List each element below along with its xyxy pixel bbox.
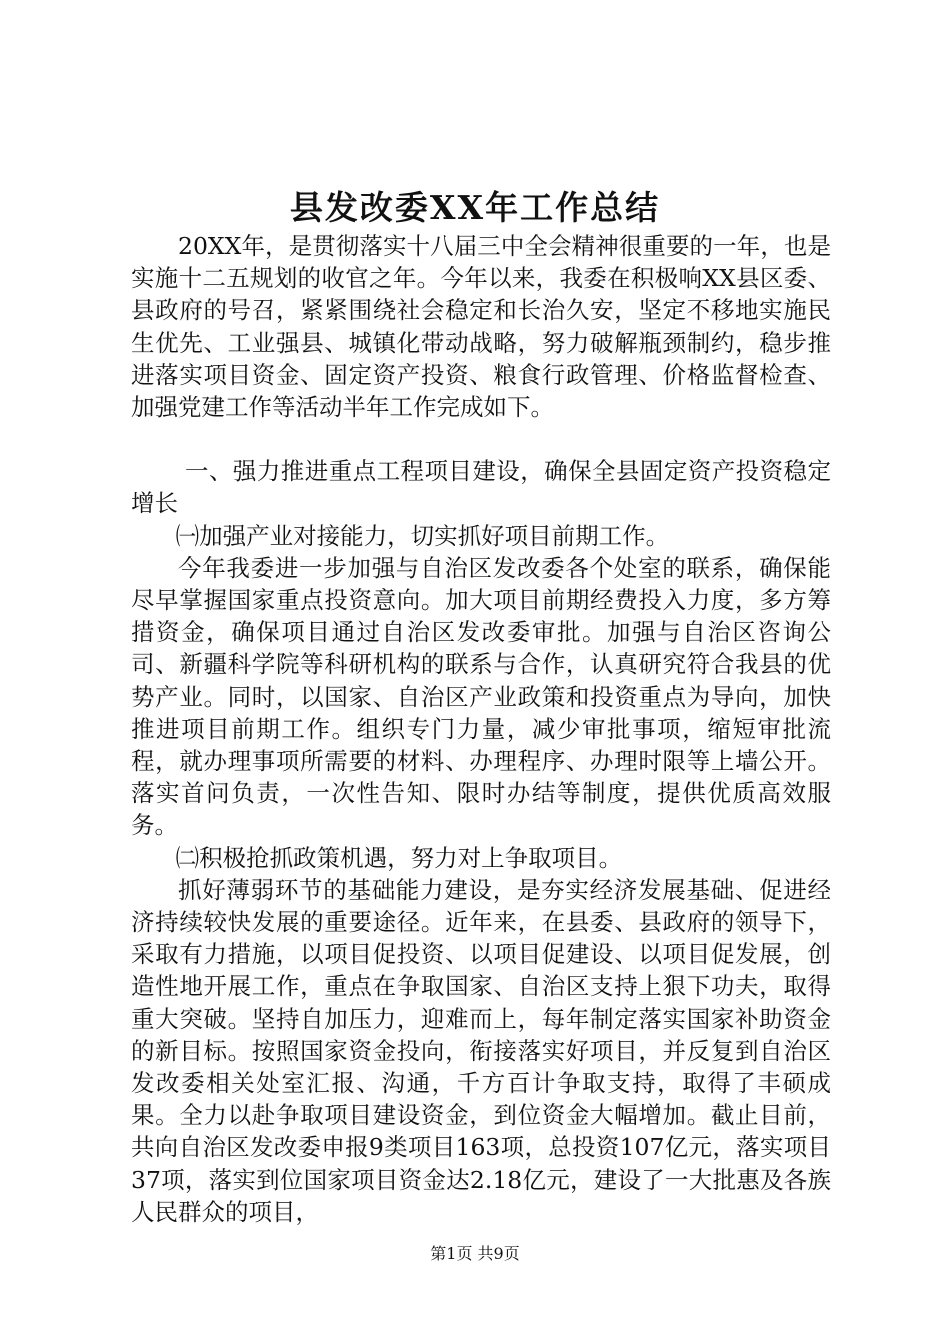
document-body [131, 230, 831, 1228]
subsection-heading: ㈡积极抢抓政策机遇，努力对上争取项目。 [175, 843, 623, 872]
section-heading: 一、强力推进重点工程项目建设，确保全县固定资产投资稳定增长 [131, 457, 831, 518]
subsection-heading: ㈠加强产业对接能力，切实抓好项目前期工作。 [175, 521, 670, 550]
intro-paragraph: 20XX年，是贯彻落实十八届三中全会精神很重要的一年，也是实施十二五规划的收官之年。今年以来，我委在积极响XX县区委、县政府的号召，紧紧围绕社会稳定和长治久安，坚定不移地实施民生优先、工业强县、城镇化带动战略，努力破解瓶颈制约，稳步推进落实项目资金、固定资产投资、粮食行政管理、价格监督检查、加强党建工作等活动半年工作完成如下。 [131, 232, 831, 422]
body-paragraph: 抓好薄弱环节的基础能力建设，是夯实经济发展基础、促进经济持续较快发展的重要途径。近年来，在县委、县政府的领导下，采取有力措施，以项目促投资、以项目促建设、以项目促发展，创造性地开展工作，重点在争取国家、自治区支持上狠下功夫，取得重大突破。坚持自加压力，迎难而上，每年制定落实国家补助资金的新目标。按照国家资金投向，衔接落实好项目，并反复到自治区发改委相关处室汇报、沟通，千方百计争取支持，取得了丰硕成果。全力以赴争取项目建设资金，到位资金大幅增加。截止目前，共向自治区发改委申报9类项目163项，总投资107亿元，落实项目37项，落实到位国家项目资金达2.18亿元，建设了一大批惠及各族人民群众的项目， [131, 875, 831, 1226]
page-number-footer: 第1页 共9页 [430, 1244, 520, 1263]
body-paragraph: 今年我委进一步加强与自治区发改委各个处室的联系，确保能尽早掌握国家重点投资意向。加大项目前期经费投入力度，多方筹措资金，确保项目通过自治区发改委审批。加强与自治区咨询公司、新疆科学院等科研机构的联系与合作，认真研究符合我县的优势产业。同时，以国家、自治区产业政策和投资重点为导向，加快推进项目前期工作。组织专门力量，减少审批事项，缩短审批流程，就办理事项所需要的材料、办理程序、办理时限等上墙公开。落实首问负责，一次性告知、限时办结等制度，提供优质高效服务。 [131, 553, 831, 840]
document-title: 县发改委XX年工作总结 [289, 188, 661, 227]
